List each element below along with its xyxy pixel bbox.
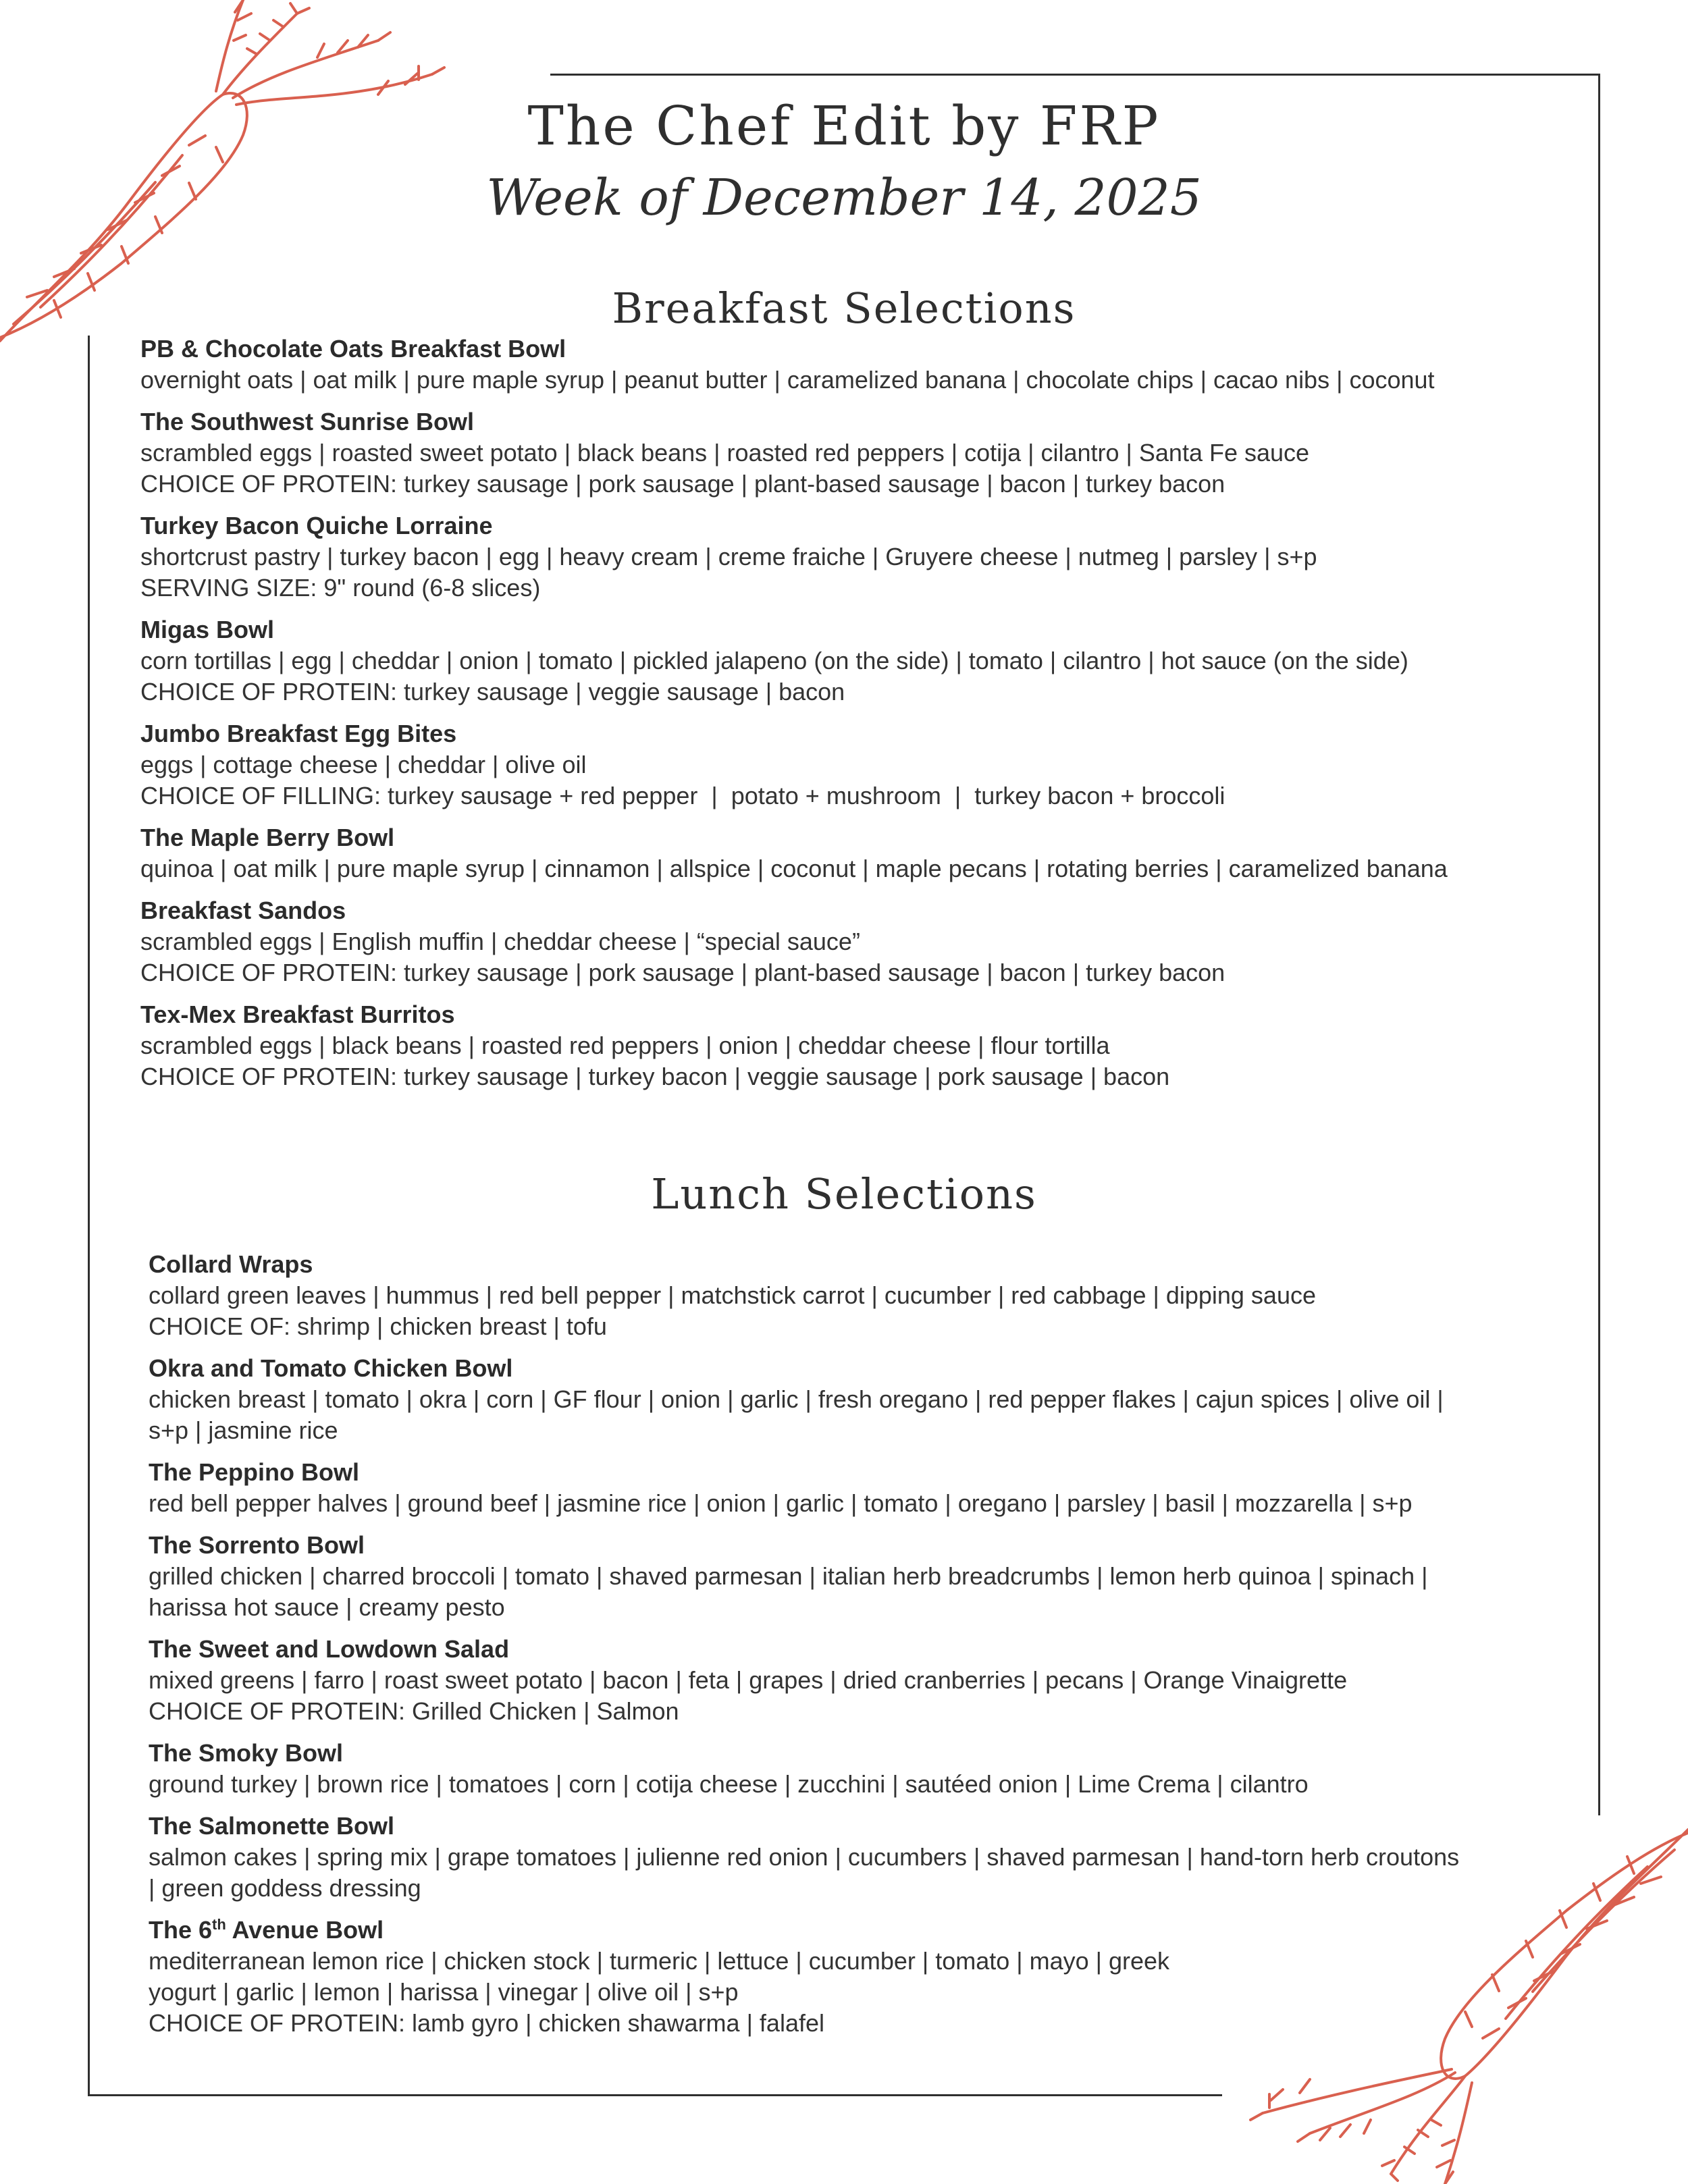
item-name-post: Avenue Bowl	[226, 1916, 384, 1944]
list-item	[149, 1811, 1459, 1904]
item-choice: CHOICE OF FILLING: turkey sausage + red pepper | potato + mushroom | turkey bacon + broccoli	[140, 782, 1225, 809]
item-ingredients: grilled chicken | charred broccoli | tomato | shaved parmesan | italian herb breadcrumbs | lemon herb quinoa | spinach |	[149, 1562, 1428, 1590]
item-name-sup: th	[212, 1916, 226, 1933]
item-choice: CHOICE OF PROTEIN: turkey sausage | turkey bacon | veggie sausage | pork sausage | bacon	[140, 1063, 1170, 1090]
item-name: Migas Bowl	[140, 616, 275, 643]
item-ingredients: scrambled eggs | roasted sweet potato | black beans | roasted red peppers | cotija | cilantro | Santa Fe sauce	[140, 439, 1310, 467]
list-item	[140, 999, 1448, 1092]
list-item	[140, 718, 1448, 811]
item-ingredients: overnight oats | oat milk | pure maple syrup | peanut butter | caramelized banana | chocolate chips | cacao nibs | coconut	[140, 366, 1435, 394]
item-choice: CHOICE OF PROTEIN: turkey sausage | pork sausage | plant-based sausage | bacon | turkey bacon	[140, 470, 1225, 498]
item-name: The Sorrento Bowl	[149, 1531, 365, 1559]
item-choice: CHOICE OF PROTEIN: lamb gyro | chicken shawarma | falafel	[149, 2009, 824, 2037]
item-ingredients: scrambled eggs | black beans | roasted red peppers | onion | cheddar cheese | flour tortilla	[140, 1032, 1110, 1059]
item-name: The Maple Berry Bowl	[140, 824, 395, 851]
page-subtitle: Week of December 14, 2025	[486, 169, 1202, 227]
page-title: The Chef Edit by FRP	[527, 95, 1161, 157]
list-item	[149, 1353, 1459, 1446]
list-item	[149, 1530, 1459, 1623]
list-item	[149, 1915, 1459, 2039]
item-choice: CHOICE OF: shrimp | chicken breast | tofu	[149, 1312, 607, 1340]
item-ingredients: quinoa | oat milk | pure maple syrup | cinnamon | allspice | coconut | maple pecans | rotating berries | caramelized banana	[140, 855, 1448, 882]
list-item	[149, 1634, 1459, 1727]
list-item	[140, 822, 1448, 884]
item-name: Okra and Tomato Chicken Bowl	[149, 1354, 513, 1382]
list-item	[140, 334, 1448, 396]
item-ingredients: eggs | cottage cheese | cheddar | olive oil	[140, 751, 587, 778]
item-ingredients: ground turkey | brown rice | tomatoes | corn | cotija cheese | zucchini | sautéed onion | Lime Crema | cilantro	[149, 1770, 1309, 1798]
list-item	[140, 406, 1448, 500]
item-name: Collard Wraps	[149, 1250, 313, 1278]
item-name: Jumbo Breakfast Egg Bites	[140, 720, 457, 747]
item-name: The Sweet and Lowdown Salad	[149, 1635, 510, 1663]
list-item	[149, 1457, 1459, 1519]
item-choice: CHOICE OF PROTEIN: Grilled Chicken | Salmon	[149, 1697, 679, 1725]
item-ingredients: red bell pepper halves | ground beef | jasmine rice | onion | garlic | tomato | oregano | parsley | basil | mozzarella | s+p	[149, 1489, 1413, 1517]
list-item	[140, 614, 1448, 708]
item-ingredients: salmon cakes | spring mix | grape tomatoes | julienne red onion | cucumbers | shaved parmesan | hand-torn herb croutons	[149, 1843, 1460, 1871]
list-item	[149, 1738, 1459, 1800]
item-ingredients-cont: s+p | jasmine rice	[149, 1416, 338, 1444]
item-name: The Smoky Bowl	[149, 1739, 344, 1767]
list-item	[140, 510, 1448, 604]
frame-bottom-line	[88, 2094, 1222, 2096]
item-name: The Southwest Sunrise Bowl	[140, 408, 475, 435]
list-item	[140, 895, 1448, 988]
item-choice: CHOICE OF PROTEIN: turkey sausage | pork sausage | plant-based sausage | bacon | turkey bacon	[140, 959, 1225, 986]
breakfast-heading: Breakfast Selections	[612, 284, 1076, 333]
item-ingredients: mediterranean lemon rice | chicken stock | turmeric | lettuce | cucumber | tomato | mayo | greek	[149, 1947, 1170, 1975]
item-ingredients-cont: | green goddess dressing	[149, 1874, 421, 1902]
item-name: PB & Chocolate Oats Breakfast Bowl	[140, 335, 566, 363]
frame-top-line	[550, 74, 1600, 76]
item-ingredients: collard green leaves | hummus | red bell pepper | matchstick carrot | cucumber | red cabbage | dipping sauce	[149, 1281, 1316, 1309]
item-name	[149, 1915, 1459, 1946]
item-serving-size: SERVING SIZE: 9" round (6-8 slices)	[140, 574, 541, 602]
item-ingredients: corn tortillas | egg | cheddar | onion | tomato | pickled jalapeno (on the side) | tomato | cilantro | hot sauce (on the side)	[140, 647, 1408, 674]
item-name: Breakfast Sandos	[140, 897, 346, 924]
item-ingredients: scrambled eggs | English muffin | cheddar cheese | “special sauce”	[140, 928, 860, 955]
item-ingredients: shortcrust pastry | turkey bacon | egg | heavy cream | creme fraiche | Gruyere cheese | nutmeg | parsley | s+p	[140, 543, 1317, 570]
item-name-pre: The 6	[149, 1916, 213, 1944]
item-name: The Salmonette Bowl	[149, 1812, 395, 1840]
item-ingredients-cont: yogurt | garlic | lemon | harissa | vinegar | olive oil | s+p	[149, 1978, 739, 2006]
lunch-heading: Lunch Selections	[651, 1169, 1037, 1219]
frame-right-line	[1598, 74, 1600, 1815]
item-ingredients: chicken breast | tomato | okra | corn | GF flour | onion | garlic | fresh oregano | red pepper flakes | cajun spices | olive oil |	[149, 1385, 1444, 1413]
item-choice: CHOICE OF PROTEIN: turkey sausage | veggie sausage | bacon	[140, 678, 845, 705]
lunch-list	[149, 1249, 1459, 2050]
list-item	[149, 1249, 1459, 1342]
breakfast-list	[140, 334, 1448, 1103]
item-name: The Peppino Bowl	[149, 1458, 359, 1486]
item-name: Tex-Mex Breakfast Burritos	[140, 1001, 455, 1028]
item-name: Turkey Bacon Quiche Lorraine	[140, 512, 493, 539]
item-ingredients-cont: harissa hot sauce | creamy pesto	[149, 1593, 505, 1621]
item-ingredients: mixed greens | farro | roast sweet potato | bacon | feta | grapes | dried cranberries | pecans | Orange Vinaigrette	[149, 1666, 1348, 1694]
